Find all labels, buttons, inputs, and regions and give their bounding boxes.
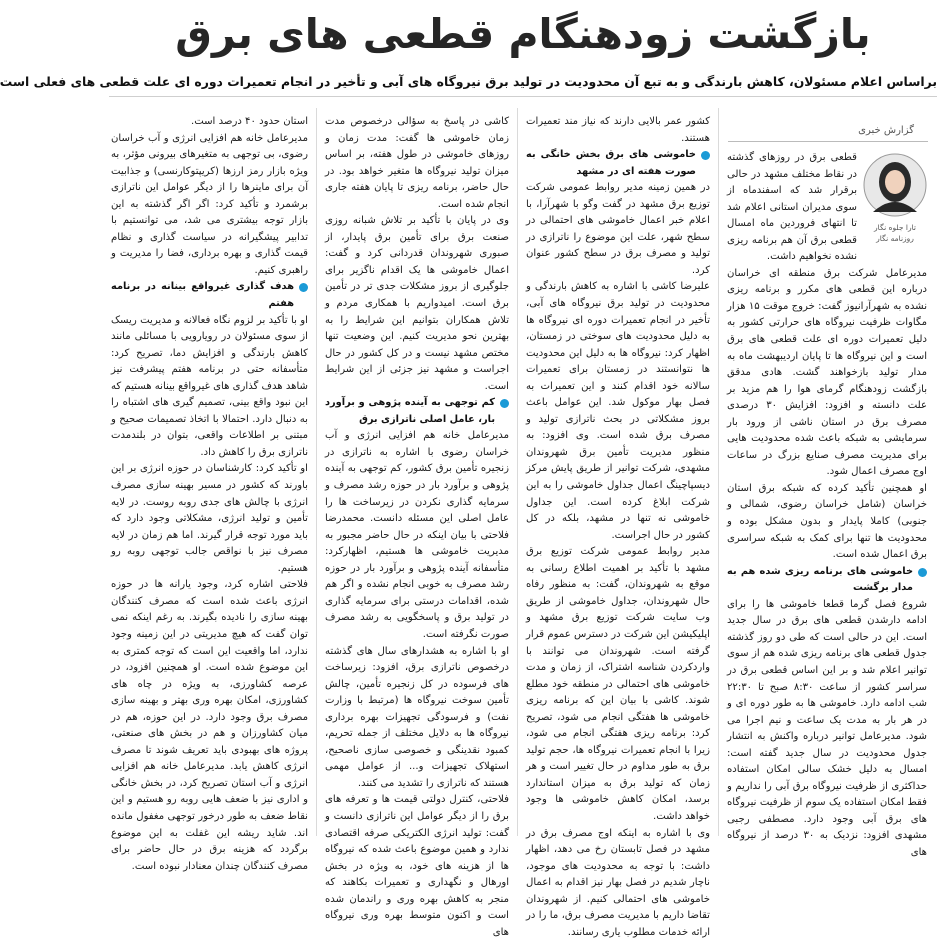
paragraph: مدیرعامل خانه هم افزایی انرژی و آب خراسان رضوی با اشاره به ناترازی در زنجیره تأمین برق کشور، کم توجهی به آینده پژوهی و برآورد بار در حوزه رشد مصرف و سرمایه گذاری نکردن در زیرساخت ها را عامل اصلی این مسئله دانست. محمدرضا فلاحتی با بیان اینکه در حال حاضر مجبور به مدیریت خاموشی ها هستیم، اظهارکرد: متأسفانه آینده پژوهی و برآورد بار در حوزه رشد مصرف به خوبی انجام نشده و اگر هم شده، اقدامات درستی برای سرمایه گذاری در تولید برق و پاسخگویی به رشد مصرف صورت نگرفته است. [325,430,509,640]
column-2 [526,114,710,938]
paragraph: او همچنین تأکید کرده که شبکه برق استان خراسان (شامل خراسان رضوی، شمالی و جنوبی) کاملا پایدار و بدون مشکل بوده و محدودیت ها تنها برای کمک به شبکه سراسری برق اعمال شده است. [727,482,927,561]
intro-paragraph: قطعی برق در روزهای گذشته در نقاط مختلف مشهد در حالی برقرار شد که اسفندماه از سوی مدیران استانی اعلام شد تا انتهای فروردین ماه امسال قطعی برق آن هم برنامه ریزی نشده نخواهیم داشت. [727,152,857,263]
top-divider [109,96,937,97]
paragraph: وی با اشاره به اینکه اوج مصرف برق در مشهد در فصل تابستان رخ می دهد، اظهار داشت: با توجه به محدودیت های موجود، ناچار شدیم در فصل بهار نیز اقدام به اعمال خاموشی های احتمالی کنیم. از شهروندان تقاضا داریم با مدیریت مصرف برق، ما را در ارائه خدمات مطلوب یاری رسانند. [526,827,710,938]
paragraph: مدیرعامل خانه هم افزایی انرژی و آب خراسان رضوی، بی توجهی به متغیرهای بیرونی مؤثر، به ویژه بازار رمز ارزها (کریپتوکارنسی) و جذابیت آن برای ماینرها را از دیگر عوامل این ناترازی برشمرد و تأکید کرد: اگر اگر گذشته به این بازار توجه بیشتری می شد، می توانستیم با تدابیر پیشگیرانه در سیاست گذاری و نظام قیمت گذاری و بهره برداری، فضا را مدیریت و راهبری کنیم. [111,132,308,276]
paragraph: او با اشاره به هشدارهای سال های گذشته درخصوص ناترازی برق، افزود: زیرساخت های فرسوده در کل زنجیره تأمین، چالش تأمین سوخت نیروگاه ها (مرتبط با وزارت نفت) و فرسودگی تجهیزات بهره برداری نیروگاه ها به دلایل مختلف از جمله تحریم، کمبود نقدینگی و خصوصی سازی ناصحیح، استهلاک تجهیزات و... از عوامل مهمی هستند که ناترازی را تشدید می کنند. [325,645,509,789]
subheading: خاموشی های برق بخش خانگی به صورت هفته ای در مشهد [526,147,710,180]
paragraph: استان حدود ۴۰ درصد است. [190,116,308,127]
column-4 [110,114,308,872]
paragraph: کاشی در پاسخ به سؤالی درخصوص مدت زمان خاموشی ها گفت: مدت زمان و روزهای خاموشی در طول هفته، بر اساس میزان تولید نیروگاه ها متغیر خواهد بود. در حال حاضر، برنامه ریزی تا پایان هفته جاری انجام شده است. [325,116,509,210]
headline: بازگشت زودهنگام قطعی های برق [175,10,871,58]
paragraph: وی در پایان با تأکید بر تلاش شبانه روزی صنعت برق برای تأمین برق پایدار، از صبوری شهروندان قدردانی کرد و گفت: اعمال خاموشی ها یک اقدام ناگزیر برای جلوگیری از بروز مشکلات جدی تر در تأمین برق است. امیدواریم با همکاری مردم و تلاش همکاران بتوانیم این شرایط را به بهترین نحو مدیریت کنیم. این وضعیت تنها مختص مشهد نیست و در کل کشور در حال اجراست و مشهد نیز جزئی از این شرایط است. [325,215,509,392]
paragraph: او تأکید کرد: کارشناسان در حوزه انرژی بر این باورند که کشور در مسیر بهینه سازی مصرف انرژی با چالش های جدی روبه روست. در لایه تأمین و تولید انرژی، مشکلاتی وجود دارد که باید مورد توجه قرار گیرند. اما هم زمان در لایه مصرف نیز با نواقص جالب توجهی روبه رو هستیم. [111,463,308,574]
author-byline: تارا جلوه نگار روزنامه نگار [874,223,916,243]
column-3 [325,114,509,938]
column-1 [727,150,927,858]
column-divider [517,108,518,836]
subheading: کم توجهی به آینده پژوهی و برآورد بار، عامل اصلی ناترازی برق [325,395,509,428]
paragraph: شروع فصل گرما قطعا خاموشی ها را برای ادامه دارشدن قطعی های برق در سال جدید است. این در حالی است که طی دو روز گذشته جدول قطعی های برنامه ریزی شده هم از سوی توانیر اعلام شد و بر این اساس قطعی برق در سراسر کشور از ساعت ۸:۳۰ صبح تا ۲۲:۳۰ شب ادامه دارد. خاموشی ها به طور دوره ای و در هر بار به مدت یک ساعت و نیم اجرا می شود. مدیرعامل توانیر درباره واکنش به انتشار جدول محدودیت در سال جدید گفته است: امسال به دلیل خشک سالی امکان استفاده حداکثری از ظرفیت نیروگاه برق آبی را نداریم و فقط امکان استفاده یک سوم از ظرفیت نیروگاه های برق آبی وجود دارد. مصطفی رجبی مشهدی افزود: نزدیک به ۳۰ درصد از نیروگاه های [727,598,927,858]
paragraph: او با تأکید بر لزوم نگاه فعالانه و مدیریت ریسک از سوی مسئولان در رویارویی با مسائلی مانند کاهش بارندگی و افزایش دما، تصریح کرد: متأسفانه حتی در برنامه هفتم پیشرفت نیز شاهد هدف گذاری های غیرواقع بینانه هستیم که این نبود واقع بینی، تصمیم گیری های اشتباه را به دنبال دارد. احتمالا با اتخاذ تصمیمات صحیح و مبتنی بر اطلاعات واقعی، بتوان در بلندمدت ناترازی برق را کاهش داد. [110,314,308,458]
section-label: گزارش خبری [728,122,928,142]
paragraph: مدیرعامل شرکت برق منطقه ای خراسان درباره این قطعی های مکرر و برنامه ریزی نشده به شهرآرانیوز گفت: خروج موقت ۱۵ هزار مگاوات ظرفیت نیروگاه های حرارتی کشور به دلیل تعمیرات دوره ای علت قطعی های برق است و این نیروگاه ها تا پایان اردیبهشت ماه به مدار تولید بازخواهند گشت. هادی مدقق بازگشت زودهنگام گرمای هوا را هم مزید بر علت دانسته و افزود: افزایش ۳۰ درصدی مصرف برق در استان ناشی از ورود بار سرمایشی به شبکه باعث شده محدودیت هایی برای مدیریت مصرف صنایع بزرگ در ساعات اوج مصرف اعمال شود. [727,267,927,478]
paragraph: علیرضا کاشی با اشاره به کاهش بارندگی و محدودیت در تولید برق نیروگاه های آبی، تأخیر در انجام تعمیرات دوره ای نیروگاه ها به دلیل محدودیت های سوختی در زمستان، اظهار کرد: نیروگاه ها به دلیل این محدودیت ها نتوانستند در زمستان برای تعمیرات سالانه خود اقدام کنند و این تعمیرات به فصل بهار موکول شد. این عوامل باعث بروز مشکلاتی در بحث ناترازی تولید و مصرف برق شده است. وی افزود: به منظور مدیریت تأمین برق شهروندان مشهدی، شرکت توانیر از طریق پایش مرکز دیسپاچینگ اعمال جداول خاموشی را به این شرکت ابلاغ کرده است. این جداول خاموشی نه تنها در مشهد، بلکه در کل کشور در حال اجراست. [526,281,710,541]
paragraph: کشور عمر بالایی دارند که نیاز مند تعمیرات هستند. [526,116,710,144]
subhead: براساس اعلام مسئولان، کاهش بارندگی و به تبع آن محدودیت در تولید برق نیروگاه های آبی و تأخیر در انجام تعمیرات دوره ای علت قطعی های فعلی است [0,74,937,89]
subheading: هدف گذاری غیرواقع بینانه در برنامه هفتم [111,279,308,312]
paragraph: فلاحتی اشاره کرد، وجود یارانه ها در حوزه انرژی باعث شده است که مصرف کنندگان بهینه سازی را نادیده بگیرند. به رغم اینکه نمی توان گفت که هیچ مدیریتی در این زمینه وجود ندارد، اما واقعیت این است که توجه کمتری به این موضوع شده است. او همچنین افزود، در عرصه کشاورزی، به ویژه در چاه های کشاورزی، امکان بهره وری بهتر و بهینه سازی مصرف برق وجود دارد. در این حوزه، هم در میان کشاورزان و هم در بخش های صنعتی، پروژه های بهبودی باید تعریف شوند تا مصرف انرژی کاهش یابد. مدیرعامل خانه هم افزایی انرژی و آب استان تصریح کرد، در بخش خانگی و اداری نیز با ضعف هایی روبه رو هستیم و این نقاط ضعف به طور درخور توجهی مغفول مانده اند. شاید ریشه این غفلت به این موضوع برگردد که هزینه برق در حال حاضر برای مصرف کنندگان چندان معنادار نبوده است. [111,579,308,872]
subheading: خاموشی های برنامه ریزی شده هم به مدار برگشت [727,564,927,597]
paragraph: مدیر روابط عمومی شرکت توزیع برق مشهد با تأکید بر اهمیت اطلاع رسانی به موقع به شهروندان، گفت: به منظور رفاه حال شهروندان، جداول خاموشی از طریق وب سایت شرکت توزیع برق مشهد و اپلیکیشن این شرکت در دسترس عموم قرار گرفته است. شهروندان می توانند با واردکردن شناسه اشتراک، از زمان و مدت خاموشی های احتمالی در منطقه خود مطلع شوند. کاشی با بیان این که برنامه ریزی خاموشی ها هفتگی انجام می شود، تصریح کرد: برنامه ریزی هفتگی انجام می شود، زیرا با انجام تعمیرات نیروگاه ها، حجم تولید برق به طور مداوم در حال تغییر است و هر زمان که تولید برق به میزان استاندارد برسد، امکان کاهش خاموشی ها وجود خواهد داشت. [526,546,710,822]
paragraph: در همین زمینه مدیر روابط عمومی شرکت توزیع برق مشهد در گفت وگو با شهرآرا، با اعلام خبر اعمال خاموشی های احتمالی در سطح شهر، علت این موضوع را ناترازی در تولید و مصرف برق در سطح کشور عنوان کرد. [526,182,710,276]
column-divider [316,108,317,836]
column-divider [718,108,719,836]
paragraph: فلاحتی، کنترل دولتی قیمت ها و تعرفه های برق را از دیگر عوامل این ناترازی دانست و گفت: تولید انرژی الکتریکی صرفه اقتصادی ندارد و همین موضوع باعث شده که نیروگاه ها از هزینه های خود، به ویژه در بخش اورهال و نگهداری و تعمیرات بکاهند که منجر به کاهش بهره وری و راندمان شده است و اکنون متوسط بهره وری نیروگاه های [325,794,509,938]
